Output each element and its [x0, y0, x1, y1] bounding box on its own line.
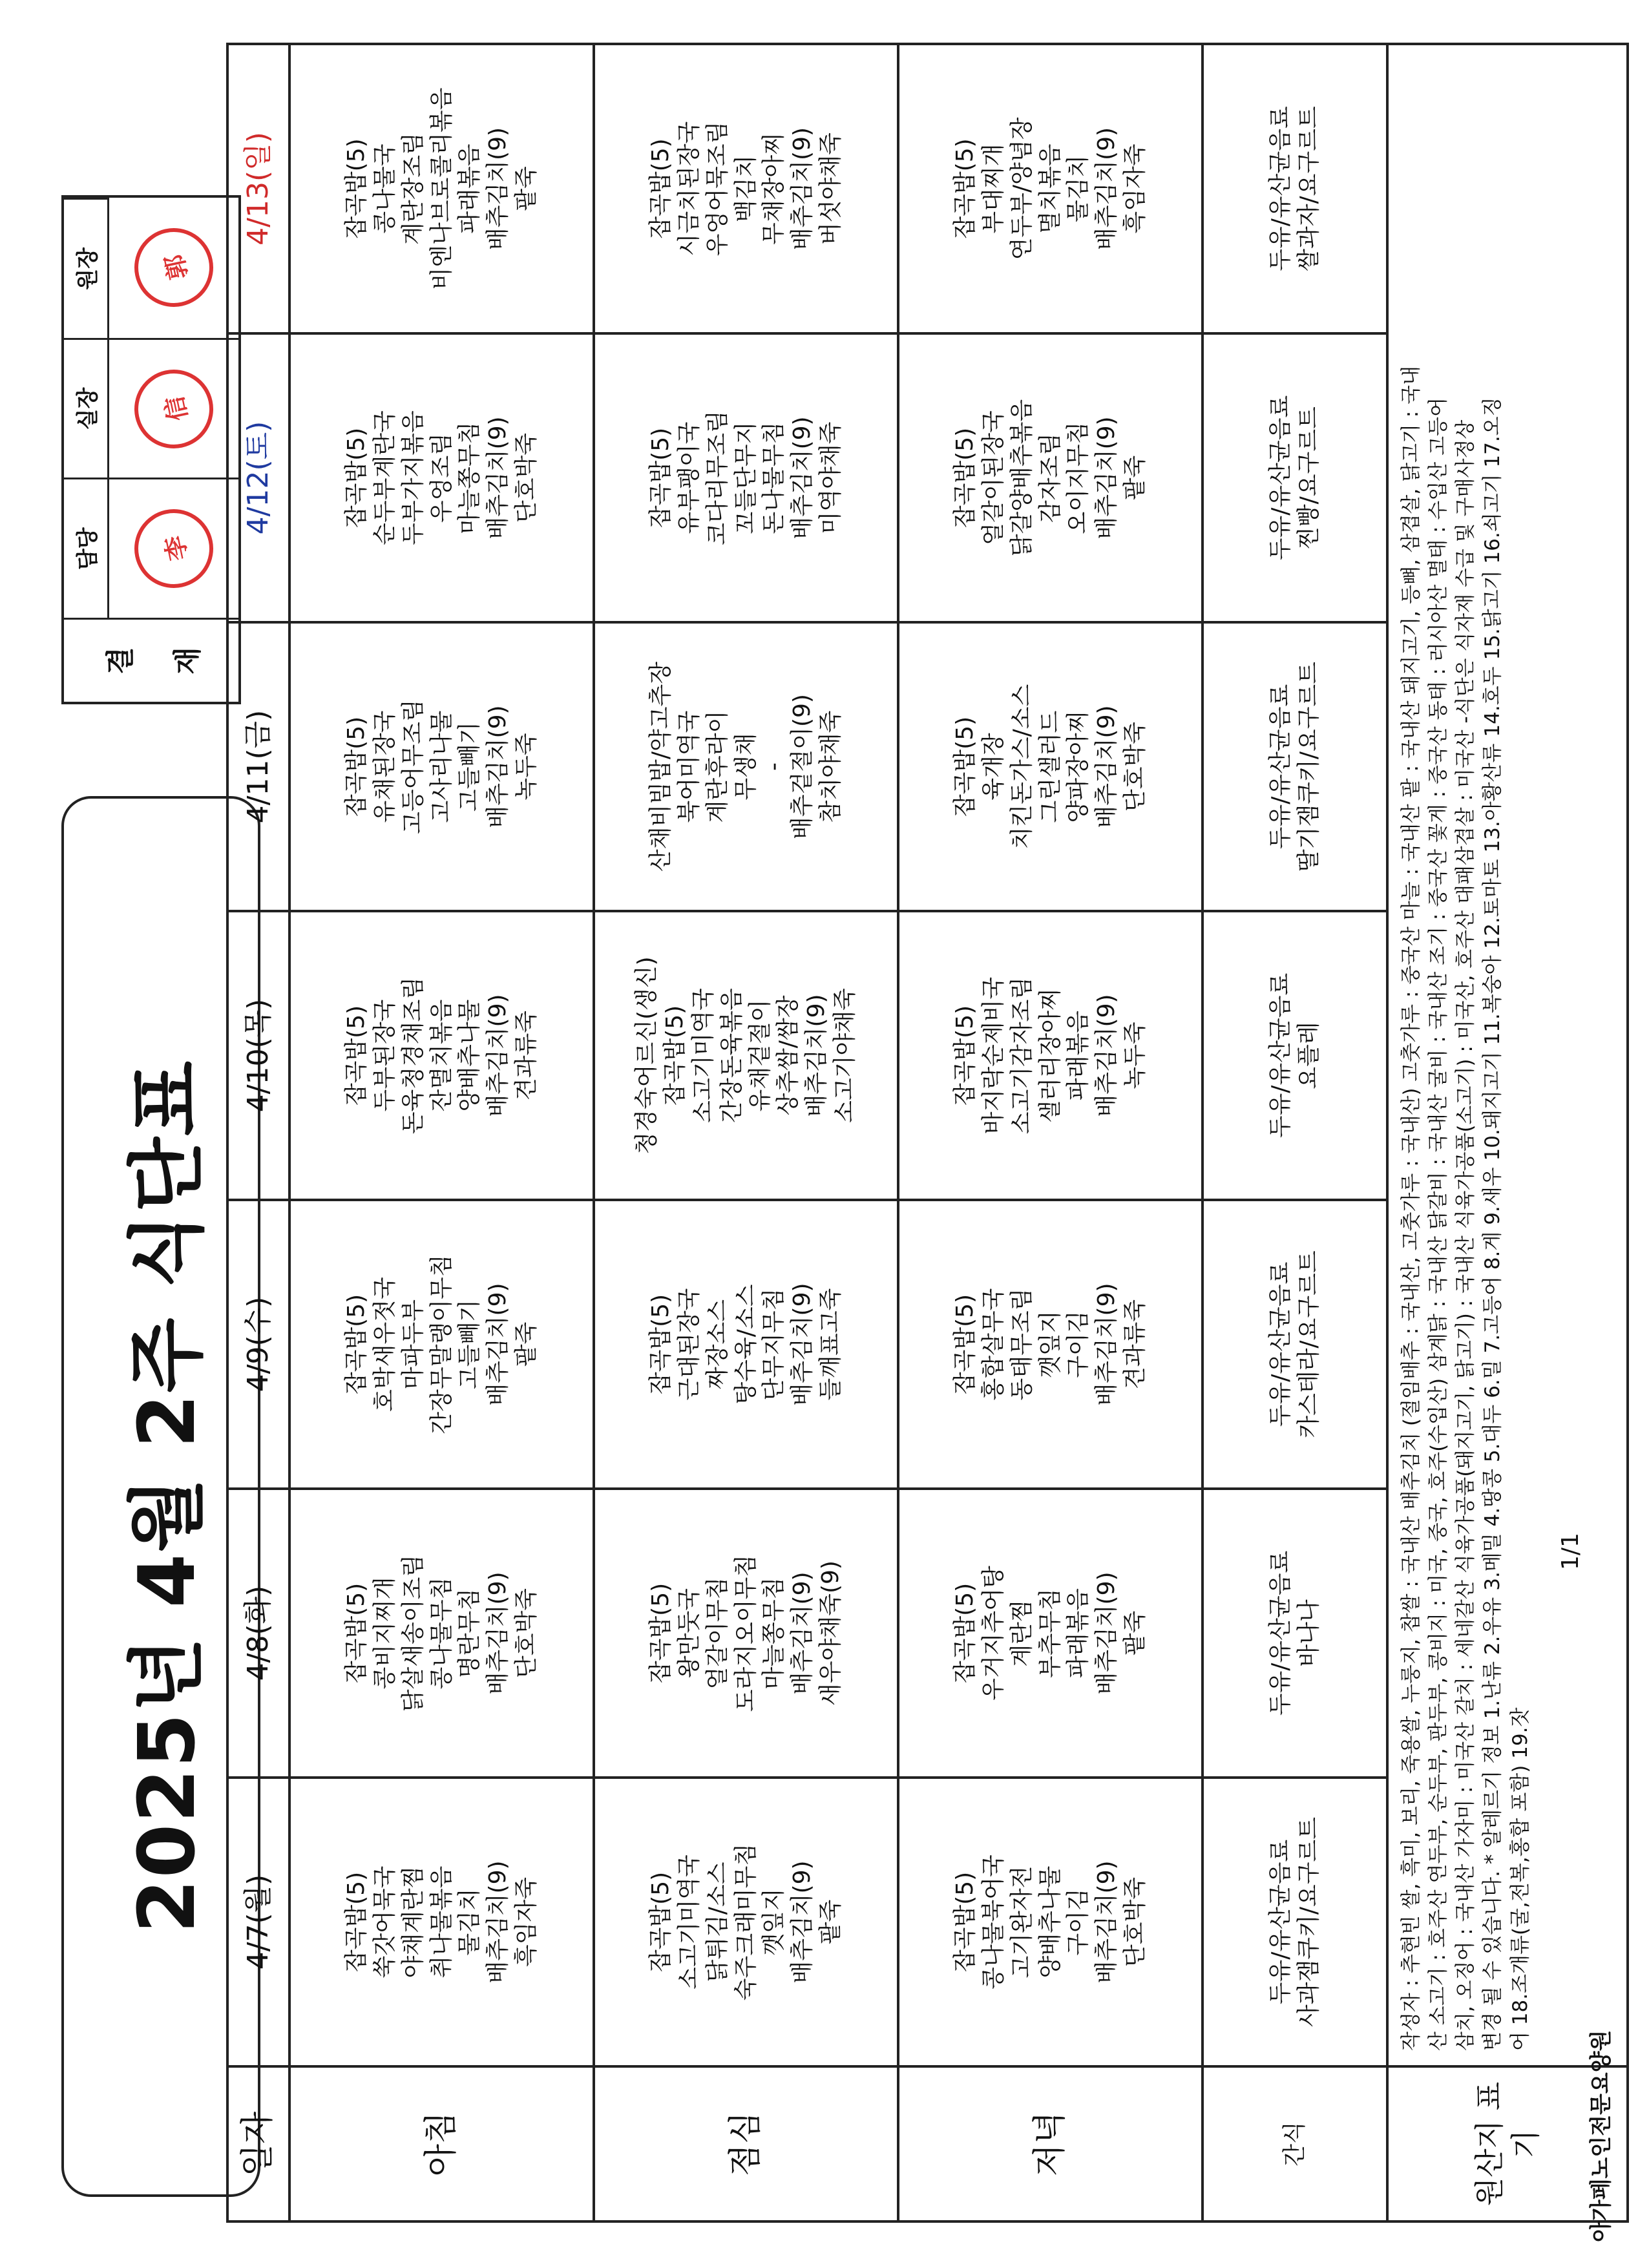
- menu-cell: [898, 622, 1203, 911]
- menu-item: 고기완자전: [1008, 1865, 1035, 1979]
- menu-item: 치킨돈가스/소스: [1008, 684, 1035, 850]
- menu-item: 계란찜: [1008, 1599, 1035, 1667]
- menu-item: 흑임자죽: [1122, 143, 1149, 234]
- menu-cell: [1203, 44, 1387, 333]
- menu-item: 팥죽: [513, 166, 540, 211]
- menu-item: 두유/유산균음료: [1267, 972, 1294, 1139]
- menu-item: 콩비지찌개: [371, 1577, 398, 1690]
- organization-name: 아가페노인전문요양원: [1588, 2030, 1614, 2242]
- menu-item: 배추김치(9): [485, 1283, 512, 1406]
- menu-cell: [594, 911, 898, 1200]
- menu-item: 팥죽: [1122, 455, 1149, 501]
- menu-item: 동태무조림: [1008, 1288, 1035, 1401]
- menu-item: 상추쌈/쌈장: [775, 995, 802, 1116]
- menu-item: 녹두죽: [1122, 1022, 1149, 1089]
- menu-item: 팥죽: [1122, 1610, 1149, 1656]
- menu-item: 새우야채죽(9): [817, 1560, 845, 1706]
- menu-item: 잡곡밥(5): [951, 1871, 978, 1973]
- menu-item: 배추김치(9): [485, 416, 512, 540]
- menu-item: 들깨표고죽: [817, 1288, 845, 1401]
- menu-item: 요플레: [1296, 1022, 1322, 1089]
- approval-box: [61, 195, 241, 704]
- menu-item: 잡곡밥(5): [951, 138, 978, 239]
- menu-item: 우엉조림: [428, 432, 455, 523]
- origin-line: 삼치, 오징어 : 국내산 가자미 : 미국산 갈치 : 세네갈산 식육가공품(돼지고기, 닭고기) : 국내산 식육가공품(소고기) : 미국산, 호주산 대패삼겹살 : 미국산 -식단은 식자재 수급 및 구매사정상: [1454, 419, 1478, 2051]
- menu-item: 고들빼기: [456, 721, 483, 812]
- menu-item: 배추김치(9): [789, 1571, 816, 1695]
- menu-item: 팥죽: [513, 1321, 540, 1367]
- menu-cell: [289, 911, 594, 1200]
- approval-side-label: 결 재: [64, 618, 238, 702]
- meal-label: 점심: [594, 2066, 898, 2221]
- menu-item: 배추김치(9): [789, 1283, 816, 1406]
- day-header: 4/13(일): [227, 44, 289, 333]
- menu-cell: [594, 333, 898, 622]
- day-header: 4/12(토): [227, 333, 289, 622]
- menu-item: 배추김치(9): [485, 705, 512, 828]
- menu-item: 딸기잼쿠키/요구르트: [1296, 661, 1322, 872]
- menu-cell: [898, 911, 1203, 1200]
- menu-item: 두유/유산균음료: [1267, 106, 1294, 271]
- menu-item: 배추김치(9): [485, 1860, 512, 1984]
- menu-item: 유채된장국: [371, 710, 398, 823]
- menu-item: 콩나물무침: [428, 1577, 455, 1690]
- menu-item: 흑임자죽: [513, 1876, 540, 1968]
- menu-item: 바나나: [1296, 1599, 1322, 1667]
- menu-cell: [1203, 622, 1387, 911]
- menu-item: 계란후라이: [704, 710, 731, 823]
- menu-item: 깻잎지: [761, 1888, 788, 1956]
- menu-item: 두부가지볶음: [399, 410, 426, 545]
- menu-item: 잡곡밥(5): [951, 1582, 978, 1684]
- menu-item: 잡곡밥(5): [647, 1294, 674, 1395]
- origin-line: 변경 될 수 있습니다. * 알레르기 정보 1.난류 2.우유 3.메밀 4.땅콩 5.대두 6.밀 7.고등어 8.게 9.새우 10.돼지고기 11.복숭아 12.토마토 13.아황산류 14.호두 15.닭고기 16.쇠고기 17.오징: [1481, 397, 1505, 2051]
- menu-item: 얼갈이무침: [704, 1577, 731, 1690]
- menu-item: 잡곡밥(5): [342, 1582, 370, 1684]
- menu-item: 배추김치(9): [803, 994, 830, 1117]
- menu-item: 배추김치(9): [485, 994, 512, 1117]
- menu-item: 유부팽이국: [675, 421, 702, 534]
- origin-line: 작성자 : 추현빈 쌀, 흑미, 보리, 죽용쌀, 누룽지, 찹쌀 : 국내산 배추김치 (절임배추 : 국내산, 고춧가루 : 국내산) 고춧가루 : 중국산 마늘 : 국내산 팥 : 국내산 돼지고기, 등뼈, 삼겹살, 닭고기 : 국내: [1400, 366, 1423, 2051]
- menu-item: 물김치: [1065, 154, 1092, 223]
- menu-item: 부대찌개: [980, 143, 1007, 234]
- menu-cell: [898, 333, 1203, 622]
- menu-item: 잡곡밥(5): [342, 138, 370, 239]
- menu-item: 얼갈이된장국: [980, 410, 1007, 545]
- menu-item: 팥죽: [817, 1899, 845, 1945]
- menu-item: 순두부계란국: [371, 410, 398, 545]
- menu-item: 우엉어묵조림: [704, 121, 731, 257]
- menu-cell: [1203, 1200, 1387, 1489]
- menu-cell: [1203, 1778, 1387, 2066]
- menu-item: 닭갈양배추볶음: [1008, 399, 1035, 557]
- menu-item: 고들빼기: [456, 1299, 483, 1390]
- menu-item: 마늘쫑무침: [456, 421, 483, 534]
- menu-item: 도라지오이무침: [732, 1554, 759, 1712]
- seal-stamp-icon: 信: [127, 362, 221, 456]
- menu-item: 감자조림: [1036, 432, 1064, 523]
- menu-item: 파래볶음: [456, 143, 483, 234]
- menu-item: 소고기미역국: [689, 988, 717, 1123]
- menu-cell: [289, 333, 594, 622]
- menu-cell: [898, 1778, 1203, 2066]
- menu-item: 취나물볶음: [428, 1865, 455, 1979]
- menu-item: 잡곡밥(5): [647, 138, 674, 239]
- menu-item: 배추김치(9): [1093, 1283, 1120, 1406]
- menu-item: 계란장조림: [399, 132, 426, 245]
- menu-item: 멸치볶음: [1036, 143, 1064, 234]
- menu-item: 잡곡밥(5): [342, 716, 370, 817]
- menu-item: 시금치된장국: [675, 121, 702, 257]
- day-header: 4/9(수): [227, 1200, 289, 1489]
- menu-item: 돈육청경채조림: [399, 976, 426, 1135]
- menu-item: 콩나물북어국: [980, 1854, 1007, 1990]
- menu-item: 짜장소스: [704, 1299, 731, 1390]
- approval-role-manager: 담당: [64, 478, 109, 618]
- menu-item: 잡곡밥(5): [951, 1005, 978, 1106]
- menu-item: 잡곡밥(5): [647, 1871, 674, 1973]
- day-header: 4/8(화): [227, 1489, 289, 1778]
- menu-item: 사과잼쿠키/요구르트: [1296, 1816, 1322, 2028]
- menu-item: 찐빵/요구르트: [1296, 406, 1322, 549]
- menu-item: 백김치: [732, 154, 759, 223]
- menu-item: 단호박죽: [1122, 1876, 1149, 1968]
- menu-item: 잡곡밥(5): [342, 1005, 370, 1106]
- menu-item: 파래볶음: [1065, 1010, 1092, 1101]
- page-number: 1/1: [1557, 1533, 1584, 1570]
- origin-line: 어 18.조개류(굴,전복,홍합 포함) 19.잣: [1508, 1707, 1532, 2051]
- menu-item: 양파장아찌: [1065, 710, 1092, 823]
- menu-cell: [289, 1778, 594, 2066]
- menu-item: 두유/유산균음료: [1267, 1550, 1294, 1716]
- menu-cell: [594, 44, 898, 333]
- menu-item: 잔멸치볶음: [428, 999, 455, 1112]
- menu-item: 근대된장국: [675, 1288, 702, 1401]
- menu-item: 견과류죽: [1122, 1299, 1149, 1390]
- menu-item: 배추김치(9): [1093, 416, 1120, 540]
- menu-item: 그린샐러드: [1036, 710, 1064, 823]
- menu-cell: [1203, 911, 1387, 1200]
- approval-role-chief: 실장: [64, 338, 109, 478]
- menu-item: 단호박죽: [513, 432, 540, 523]
- menu-item: 두유/유산균음료: [1267, 1261, 1294, 1427]
- menu-item: 배추김치(9): [789, 416, 816, 540]
- menu-item: 샐러리장아찌: [1036, 988, 1064, 1123]
- menu-item: 녹두죽: [513, 733, 540, 801]
- menu-item: 배추김치(9): [789, 127, 816, 251]
- menu-item: 배추김치(9): [1093, 994, 1120, 1117]
- origin-notes: [1387, 44, 1628, 2066]
- menu-item: 유채겉절이: [746, 999, 773, 1112]
- meal-row: [289, 44, 594, 2221]
- menu-item: 배추김치(9): [1093, 705, 1120, 828]
- meal-row: [594, 44, 898, 2221]
- menu-item: 배추김치(9): [789, 1860, 816, 1984]
- menu-item: 오이지무침: [1065, 421, 1092, 534]
- menu-item: 꼬들단무지: [732, 421, 759, 534]
- menu-item: 명란무침: [456, 1588, 483, 1679]
- menu-item: 잡곡밥(5): [342, 427, 370, 529]
- day-header-row: [227, 44, 289, 2221]
- menu-item: 배추겉절이(9): [789, 694, 816, 839]
- menu-item: 잡곡밥(5): [951, 716, 978, 817]
- menu-item: 미역야채죽: [817, 421, 845, 534]
- day-header: 4/7(월): [227, 1778, 289, 2066]
- menu-item: 부추무침: [1036, 1588, 1064, 1679]
- menu-cell: [289, 1200, 594, 1489]
- menu-item: 구이김: [1065, 1310, 1092, 1378]
- menu-item: 닭튀김/소스: [704, 1862, 731, 1982]
- menu-item: 무채장아찌: [761, 132, 788, 245]
- menu-item: 야채계란찜: [399, 1865, 426, 1979]
- menu-item: 청경숙어르신(생신): [633, 956, 660, 1155]
- menu-item: 쌀과자/요구르트: [1296, 106, 1322, 271]
- menu-item: 잡곡밥(5): [647, 1582, 674, 1684]
- menu-item: 마늘쫑무침: [761, 1577, 788, 1690]
- meal-row: [1203, 44, 1387, 2221]
- menu-item: 왕만둣국: [675, 1588, 702, 1679]
- menu-item: 잡곡밥(5): [951, 427, 978, 529]
- menu-item: 간장돈육볶음: [718, 988, 745, 1123]
- menu-item: 견과류죽: [513, 1010, 540, 1101]
- origin-row: [1387, 44, 1628, 2221]
- menu-cell: [1203, 333, 1387, 622]
- menu-item: 우거지추어탕: [980, 1566, 1007, 1701]
- menu-item: 배추김치(9): [1093, 1571, 1120, 1695]
- menu-item: 양배추나물: [1036, 1865, 1064, 1979]
- menu-item: 배추김치(9): [1093, 1860, 1120, 1984]
- menu-item: 카스테라/요구르트: [1296, 1250, 1322, 1438]
- menu-cell: [594, 1489, 898, 1778]
- menu-item: 마파두부: [399, 1299, 426, 1390]
- origin-line: 산 소고기 : 호주산 연두부, 순두부, 판두부, 콩비지 : 미국, 중국, 호주(수입산) 삼계닭 : 국내산 닭갈비 : 국내산 굴비 : 국내산 조기 : 중국산 꽃게 : 중국산 동태 : 러시아산 멸태 : 수입산 고등어: [1427, 397, 1451, 2051]
- menu-item: 쑥갓어묵국: [371, 1865, 398, 1979]
- menu-item: 닭살새송이조림: [399, 1554, 426, 1712]
- seal-stamp-icon: 郭: [127, 221, 221, 315]
- menu-item: 두유/유산균음료: [1267, 684, 1294, 850]
- menu-item: 숙주크래미무침: [732, 1843, 759, 2001]
- menu-item: 배추김치(9): [485, 127, 512, 251]
- approval-stamp-cell-chief: [109, 338, 238, 478]
- date-corner-label: 일자: [227, 2066, 289, 2221]
- menu-item: 북어미역국: [675, 710, 702, 823]
- menu-item: 탕수육/소스: [732, 1284, 759, 1405]
- menu-item: 비엔나브로콜리볶음: [428, 87, 455, 290]
- menu-item: 잡곡밥(5): [951, 1294, 978, 1395]
- menu-cell: [1203, 1489, 1387, 1778]
- menu-item: 깻잎지: [1036, 1310, 1064, 1378]
- menu-item: 단호박죽: [1122, 721, 1149, 812]
- menu-item: 연두부/양념장: [1008, 117, 1035, 260]
- seal-stamp-icon: 李: [127, 502, 221, 596]
- menu-item: 단무지무침: [761, 1288, 788, 1401]
- menu-item: 산채비빔밥/약고추장: [647, 661, 674, 872]
- menu-item: 잡곡밥(5): [647, 427, 674, 529]
- approval-stamp-cell-manager: [109, 478, 238, 618]
- approval-role-director: 원장: [64, 198, 109, 338]
- menu-cell: [594, 1200, 898, 1489]
- menu-item: 소고기미역국: [675, 1854, 702, 1990]
- menu-item: 구이김: [1065, 1888, 1092, 1956]
- menu-item: 코다리무조림: [704, 410, 731, 545]
- menu-item: 무생채: [732, 733, 759, 801]
- menu-item: -: [761, 762, 788, 771]
- menu-item: 호박새우젓국: [371, 1277, 398, 1412]
- approval-stamp-cell-director: [109, 198, 238, 338]
- menu-cell: [289, 44, 594, 333]
- menu-item: 양배추나물: [456, 999, 483, 1112]
- menu-item: 단호박죽: [513, 1588, 540, 1679]
- menu-table: [226, 43, 1629, 2223]
- menu-cell: [898, 1200, 1203, 1489]
- menu-item: 두유/유산균음료: [1267, 1839, 1294, 2005]
- page-title: 2025년 4월 2주 식단표: [61, 796, 260, 2197]
- menu-item: 콩나물국: [371, 143, 398, 234]
- menu-item: 잡곡밥(5): [342, 1294, 370, 1395]
- meal-label: 간식: [1203, 2066, 1387, 2221]
- menu-cell: [898, 1489, 1203, 1778]
- menu-item: 홍합살무국: [980, 1288, 1007, 1401]
- menu-item: 바지락순제비국: [980, 976, 1007, 1135]
- meal-row: [898, 44, 1203, 2221]
- menu-item: 고등어무조림: [399, 699, 426, 834]
- menu-item: 간장무말랭이무침: [428, 1254, 455, 1434]
- menu-cell: [594, 1778, 898, 2066]
- menu-item: 배추김치(9): [1093, 127, 1120, 251]
- meal-label: 아침: [289, 2066, 594, 2221]
- menu-item: 배추김치(9): [485, 1571, 512, 1695]
- menu-cell: [898, 44, 1203, 333]
- menu-item: 고사리나물: [428, 710, 455, 823]
- menu-item: 두부된장국: [371, 999, 398, 1112]
- day-header: 4/11(금): [227, 622, 289, 911]
- menu-item: 두유/유산균음료: [1267, 395, 1294, 561]
- menu-item: 잡곡밥(5): [342, 1871, 370, 1973]
- menu-item: 잡곡밥(5): [661, 1005, 688, 1106]
- menu-item: 육개장: [980, 733, 1007, 801]
- menu-cell: [594, 622, 898, 911]
- menu-item: 버섯야채죽: [817, 132, 845, 245]
- menu-item: 참치야채죽: [817, 710, 845, 823]
- day-header: 4/10(목): [227, 911, 289, 1200]
- menu-cell: [289, 622, 594, 911]
- menu-item: 물김치: [456, 1888, 483, 1956]
- menu-cell: [289, 1489, 594, 1778]
- origin-label: 원산지 표기: [1387, 2066, 1628, 2221]
- menu-item: 파래볶음: [1065, 1588, 1092, 1679]
- meal-label: 저녁: [898, 2066, 1203, 2221]
- menu-item: 돈나물무침: [761, 421, 788, 534]
- menu-item: 소고기감자조림: [1008, 976, 1035, 1135]
- menu-item: 소고기야채죽: [832, 988, 859, 1123]
